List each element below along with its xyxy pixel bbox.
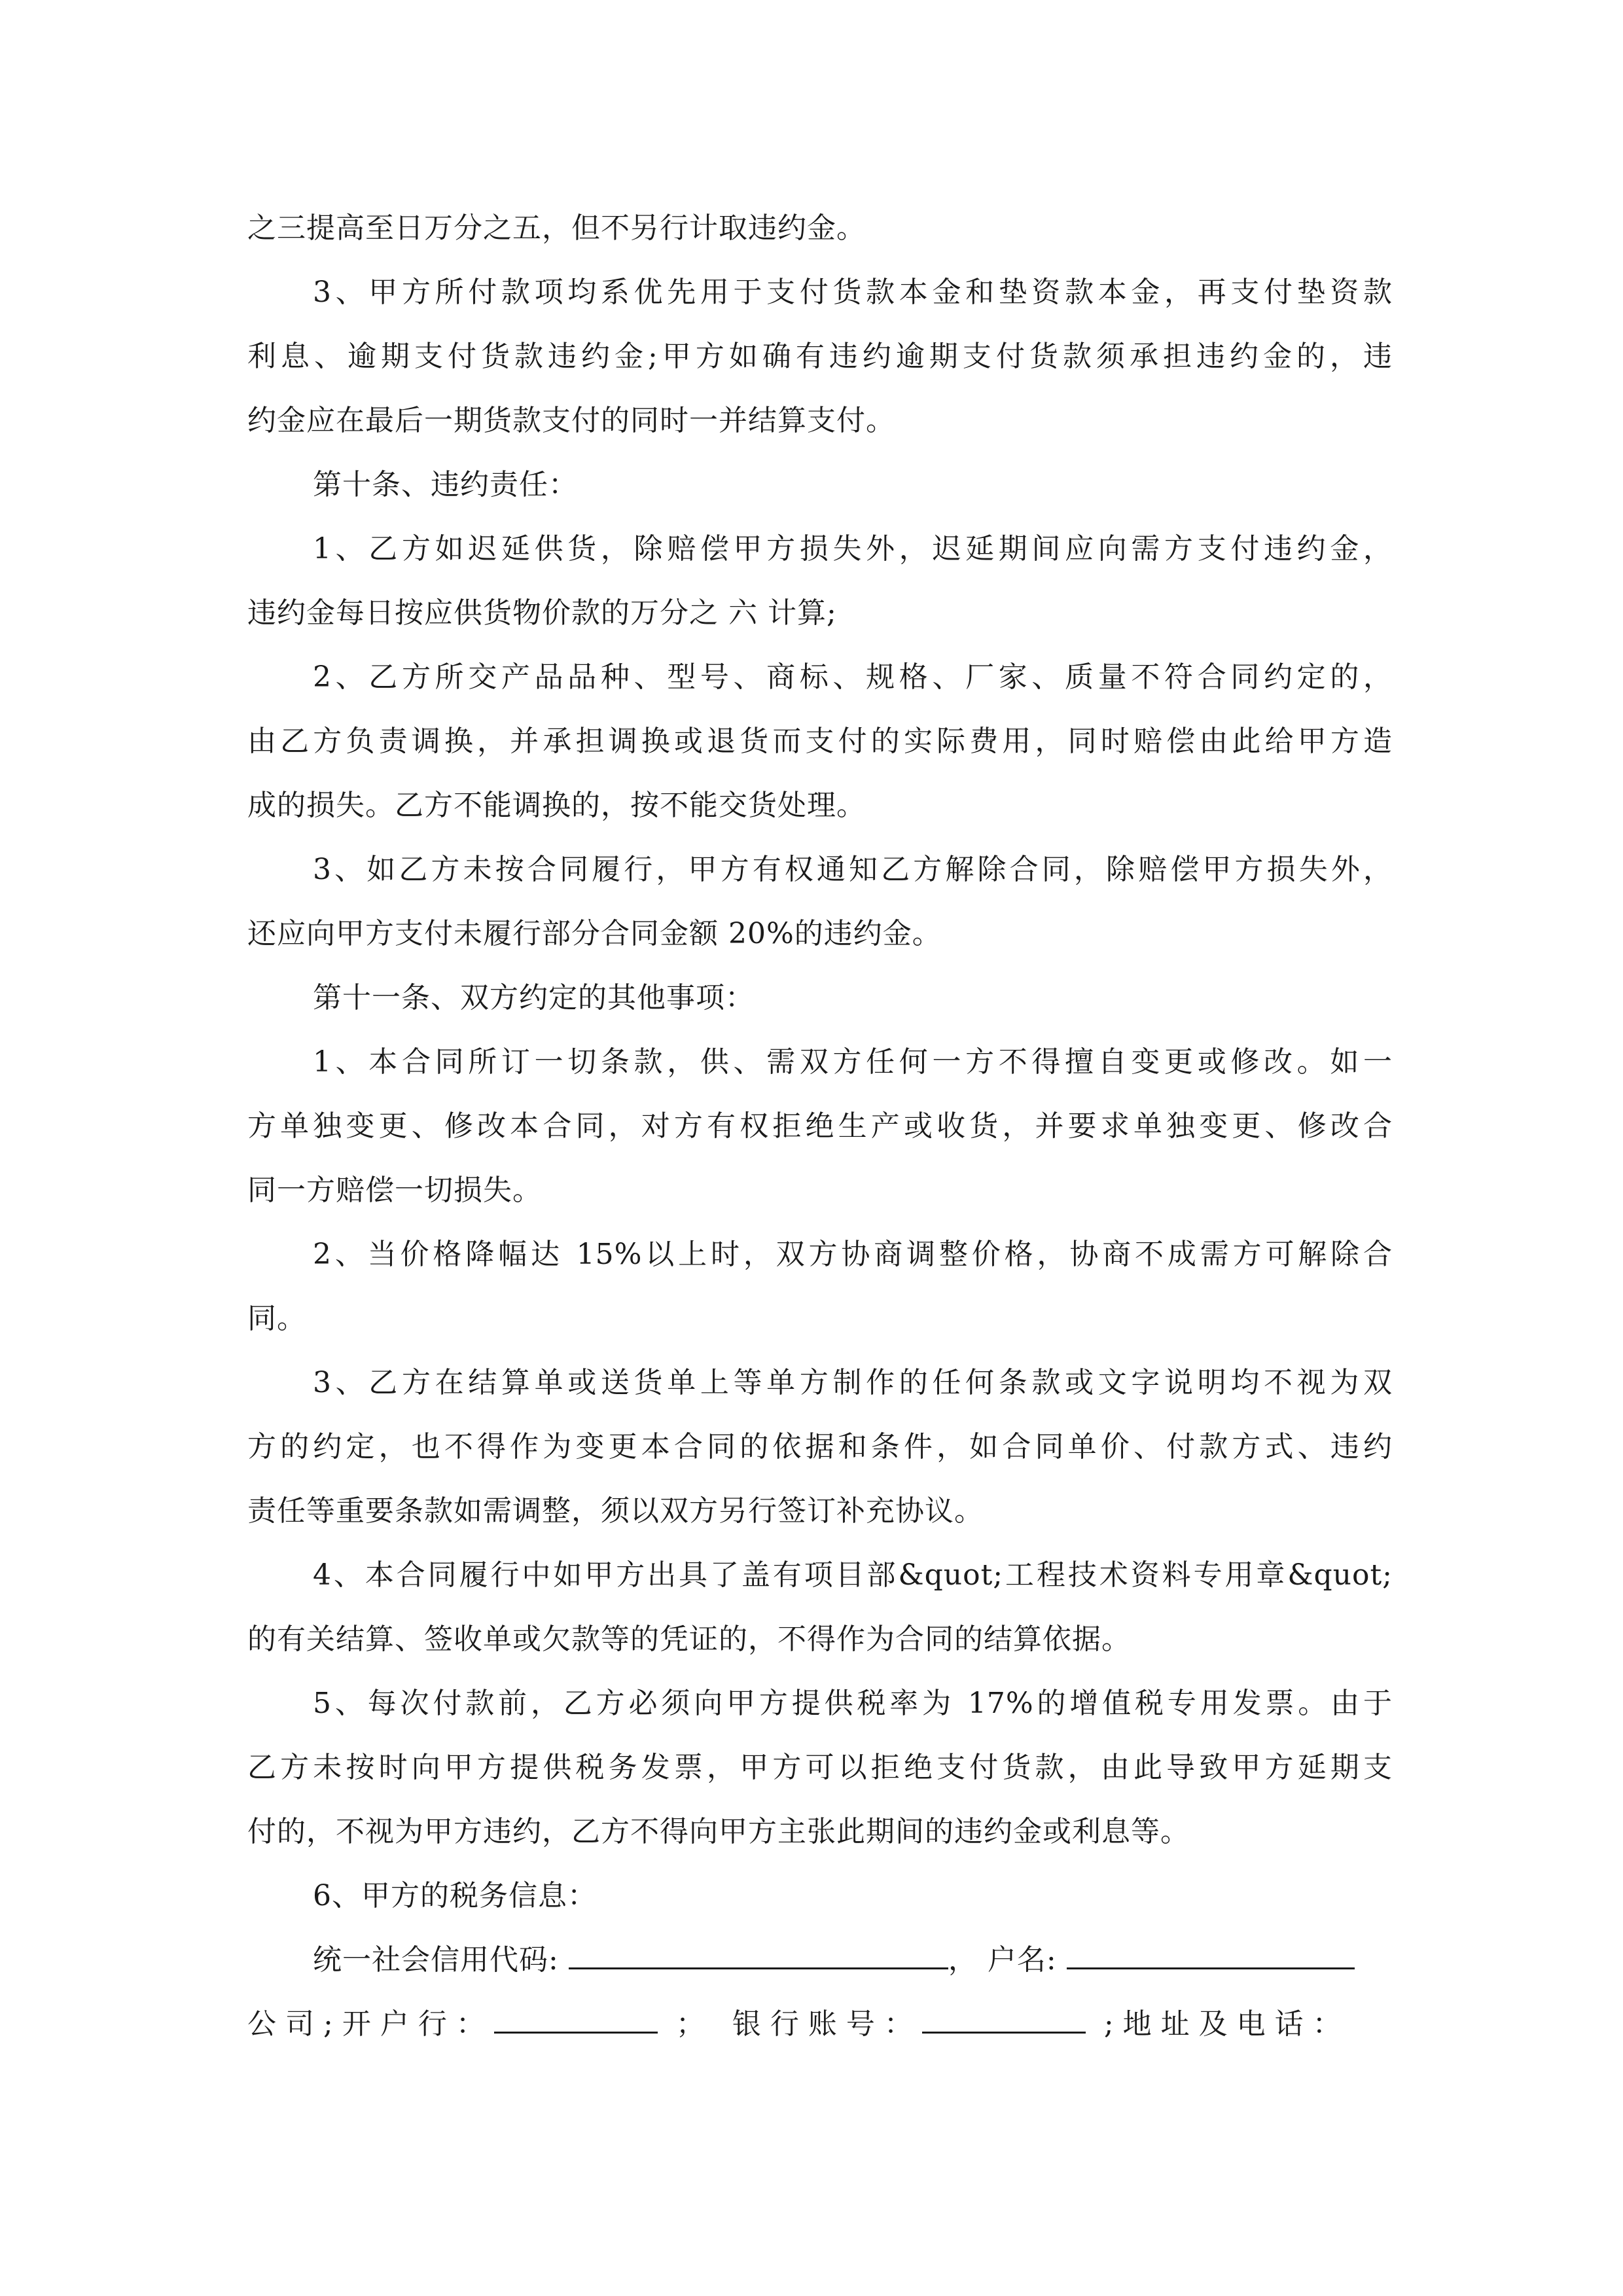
text-line: 乙方未按时向甲方提供税务发票，甲方可以拒绝支付货款，由此导致甲方延期支: [247, 1751, 1393, 1784]
text-line: 6、甲方的税务信息：: [313, 1879, 597, 1912]
text-line: 3、乙方在结算单或送货单上等单方制作的任何条款或文字说明均不视为双: [313, 1366, 1393, 1399]
text-line: 方单独变更、修改本合同，对方有权拒绝生产或收货，并要求单独变更、修改合: [247, 1109, 1393, 1143]
address-phone-label: ;地址及电话：: [1103, 2007, 1351, 2041]
text-line: 2、乙方所交产品品种、型号、商标、规格、厂家、质量不符合同约定的，: [313, 660, 1393, 694]
tax-info-line-2: [247, 1992, 1393, 2056]
section-heading: 第十条、违约责任：: [313, 468, 578, 501]
text-line: 由乙方负责调换，并承担调换或退货而支付的实际费用，同时赔偿由此给甲方造: [247, 725, 1393, 758]
document-page: [247, 196, 1393, 2056]
bank-account-label: 银行账号：: [732, 2007, 922, 2041]
text-line: 3、甲方所付款项均系优先用于支付货款本金和垫资款本金，再支付垫资款: [313, 276, 1393, 309]
bank-name-blank: [494, 1995, 658, 2034]
text-line: 方的约定，也不得作为变更本合同的依据和条件，如合同单价、付款方式、违约: [247, 1430, 1393, 1463]
credit-code-label: 统一社会信用代码:: [313, 1943, 559, 1977]
text-line: 1、乙方如迟延供货，除赔偿甲方损失外，迟延期间应向需方支付违约金，: [313, 532, 1393, 565]
company-bank-label: 公司;开户行：: [247, 2007, 494, 2041]
text-line: 利息、逾期支付货款违约金;甲方如确有违约逾期支付货款须承担违约金的，违: [247, 340, 1393, 373]
separator: ；: [675, 2007, 714, 2041]
text-line: 同一方赔偿一切损失。: [247, 1174, 542, 1207]
text-line: 还应向甲方支付未履行部分合同金额 20%的违约金。: [247, 917, 942, 950]
account-name-blank: [1067, 1931, 1355, 1969]
tax-info-line-1: [247, 1928, 1393, 1992]
text-line: 4、本合同履行中如甲方出具了盖有项目部&quot;工程技术资料专用章&quot;: [313, 1558, 1393, 1592]
text-line: 成的损失。乙方不能调换的，按不能交货处理。: [247, 789, 866, 822]
text-line: 付的，不视为甲方违约，乙方不得向甲方主张此期间的违约金或利息等。: [247, 1815, 1190, 1848]
text-line: 3、如乙方未按合同履行，甲方有权通知乙方解除合同，除赔偿甲方损失外，: [313, 853, 1393, 886]
text-line: 5、每次付款前，乙方必须向甲方提供税率为 17%的增值税专用发票。由于: [313, 1687, 1393, 1720]
account-name-label: 户名:: [987, 1943, 1057, 1977]
text-line: 1、本合同所订一切条款，供、需双方任何一方不得擅自变更或修改。如一: [313, 1045, 1393, 1079]
text-line: 同。: [247, 1302, 306, 1335]
text-line: 之三提高至日万分之五，但不另行计取违约金。: [247, 211, 866, 245]
text-line: 违约金每日按应供货物价款的万分之 六 计算;: [247, 596, 837, 630]
text-line: 2、当价格降幅达 15%以上时，双方协商调整价格，协商不成需方可解除合: [313, 1238, 1393, 1271]
text-line: 约金应在最后一期货款支付的同时一并结算支付。: [247, 404, 895, 437]
section-heading: 第十一条、双方约定的其他事项：: [313, 981, 755, 1014]
bank-account-blank: [922, 1995, 1086, 2034]
credit-code-blank: [569, 1931, 948, 1969]
text-line: 的有关结算、签收单或欠款等的凭证的，不得作为合同的结算依据。: [247, 1623, 1131, 1656]
separator: ，: [948, 1943, 978, 1977]
text-line: 责任等重要条款如需调整，须以双方另行签订补充协议。: [247, 1494, 984, 1528]
